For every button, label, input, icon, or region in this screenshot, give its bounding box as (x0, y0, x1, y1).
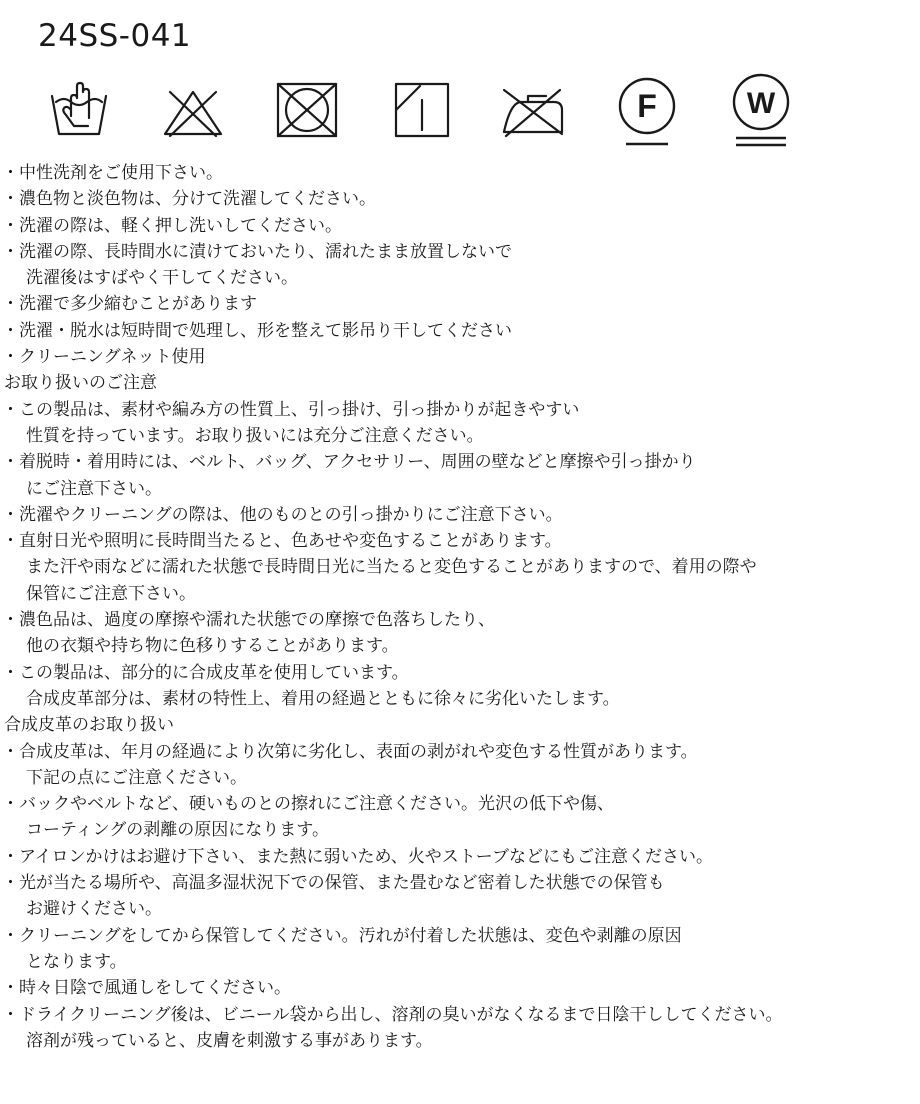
instruction-continuation: 保管にご注意下さい。 (26, 583, 196, 604)
instruction-item: ・洗濯やクリーニングの際は、他のものとの引っ掛かりにご注意下さい。 (2, 504, 563, 525)
instruction-item: ・アイロンかけはお避け下さい、また熱に弱いため、火やストーブなどにもご注意ください。 (2, 846, 713, 867)
care-symbols (0, 72, 920, 158)
instruction-item: ・濃色物と淡色物は、分けて洗濯してください。 (2, 189, 376, 210)
section-heading: 合成皮革のお取り扱い (4, 715, 174, 736)
instruction-item: ・光が当たる場所や、高温多湿状況下での保管、また畳むなど密着した状態での保管も (2, 873, 665, 894)
instruction-item: ・クリーニングをしてから保管してください。汚れが付着した状態は、変色や剥離の原因 (2, 925, 682, 946)
no-tumble-dry-icon (272, 72, 342, 154)
instruction-continuation: 性質を持っています。お取り扱いには充分ご注意ください。 (26, 425, 484, 446)
instruction-item: ・直射日光や照明に長時間当たると、色あせや変色することがあります。 (2, 531, 562, 552)
instruction-item: ・この製品は、部分的に合成皮革を使用しています。 (2, 662, 409, 683)
dry-clean-f-icon (612, 72, 682, 154)
no-iron-icon (498, 72, 568, 154)
instruction-item: ・洗濯で多少縮むことがあります (2, 294, 257, 315)
section-heading: お取り扱いのご注意 (4, 373, 157, 394)
instruction-continuation: 合成皮革部分は、素材の特性上、着用の経過とともに徐々に劣化いたします。 (26, 688, 620, 709)
instruction-continuation: となります。 (26, 951, 127, 972)
care-instructions (0, 160, 920, 1054)
wet-clean-w-icon (726, 72, 796, 154)
instruction-item: ・ドライクリーニング後は、ビニール袋から出し、溶剤の臭いがなくなるまで日陰干ししてください。 (2, 1004, 783, 1025)
instruction-item: ・クリーニングネット使用 (2, 347, 206, 368)
instruction-continuation: また汗や雨などに濡れた状態で長時間日光に当たると変色することがありますので、着用の際や (26, 557, 757, 578)
line-dry-shade-icon (386, 72, 456, 154)
instruction-item: ・洗濯・脱水は短時間で処理し、形を整えて影吊り干してください (2, 320, 512, 341)
instruction-item: ・洗濯の際、長時間水に漬けておいたり、濡れたまま放置しないで (2, 241, 512, 262)
instruction-item: ・中性洗剤をご使用下さい。 (2, 163, 223, 183)
instruction-item: ・合成皮革は、年月の経過により次第に劣化し、表面の剥がれや変色する性質があります。 (2, 741, 698, 762)
no-bleach-icon (158, 72, 228, 154)
dry-clean-letter: F (637, 88, 657, 124)
product-code: 24SS-041 (38, 18, 192, 54)
instruction-item: ・時々日陰で風通しをしてください。 (2, 978, 291, 999)
instruction-continuation: 下記の点にご注意ください。 (26, 767, 247, 788)
wet-clean-letter: W (746, 87, 776, 120)
hand-wash-icon (44, 72, 114, 154)
instruction-continuation: お避けください。 (26, 899, 162, 920)
instruction-item: ・着脱時・着用時には、ベルト、バッグ、アクセサリー、周囲の壁などと摩擦や引っ掛かり (2, 452, 696, 473)
instruction-item: ・洗濯の際は、軽く押し洗いしてください。 (2, 215, 342, 236)
instruction-continuation: 他の衣類や持ち物に色移りすることがあります。 (26, 636, 399, 657)
instruction-continuation: コーティングの剥離の原因になります。 (26, 820, 329, 841)
instruction-continuation: にご注意下さい。 (26, 478, 162, 499)
instruction-item: ・バックやベルトなど、硬いものとの擦れにご注意ください。光沢の低下や傷、 (2, 794, 614, 815)
instruction-continuation: 洗濯後はすばやく干してください。 (26, 268, 298, 289)
instruction-continuation: 溶剤が残っていると、皮膚を刺激する事があります。 (26, 1030, 433, 1051)
instruction-item: ・この製品は、素材や編み方の性質上、引っ掛け、引っ掛かりが起きやすい (2, 399, 580, 420)
instruction-item: ・濃色品は、過度の摩擦や濡れた状態での摩擦で色落ちしたり、 (2, 610, 495, 631)
